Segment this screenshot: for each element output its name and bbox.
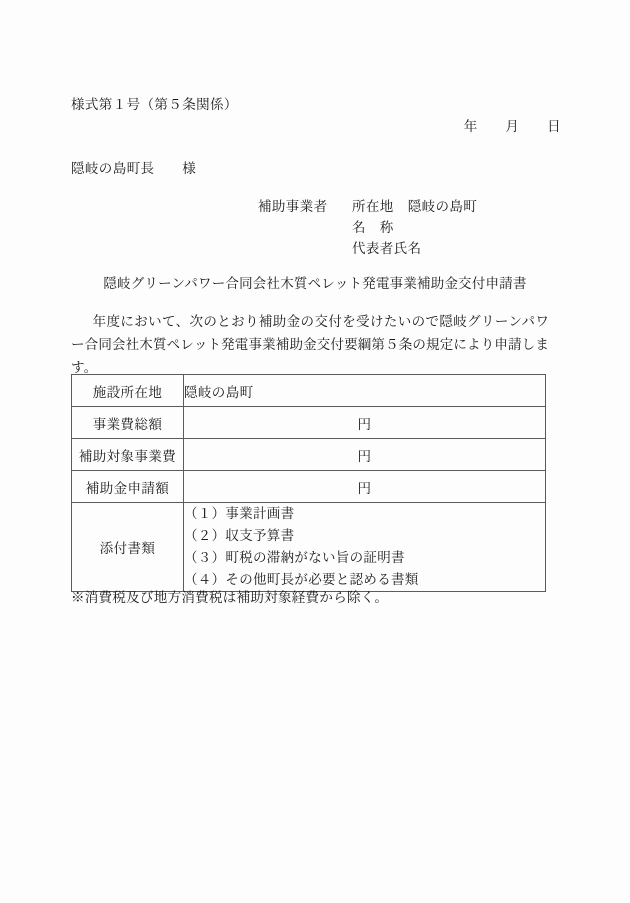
applicant-row — [258, 195, 477, 216]
applicant-row — [258, 237, 477, 258]
attachment-item: （４）その他町長が必要と認める書類 — [184, 572, 419, 587]
attachment-item: （１）事業計画書 — [184, 506, 295, 521]
applicant-row — [258, 216, 477, 237]
attachment-item: （２）収支予算書 — [184, 528, 295, 543]
row-value-requested-amount: 円 — [184, 471, 546, 503]
row-label-total-project-cost: 事業費総額 — [72, 407, 184, 439]
row-label-subsidized-cost: 補助対象事業費 — [72, 439, 184, 471]
table-row — [72, 471, 546, 503]
row-value-subsidized-cost: 円 — [184, 439, 546, 471]
table-row-attachments — [72, 503, 546, 592]
date-line: 年 月 日 — [463, 119, 561, 134]
form-number: 様式第１号（第５条関係） — [71, 97, 238, 112]
row-value-facility-location: 隠岐の島町 — [184, 375, 546, 407]
row-label-requested-amount: 補助金申請額 — [72, 471, 184, 503]
table-row — [72, 407, 546, 439]
attachment-item: （３）町税の滞納がない旨の証明書 — [184, 550, 405, 565]
row-value-total-project-cost: 円 — [184, 407, 546, 439]
document-title: 隠岐グリーンパワー合同会社木質ペレット発電事業補助金交付申請書 — [103, 276, 527, 291]
application-table — [71, 374, 546, 592]
addressee-line: 隠岐の島町長 様 — [71, 161, 197, 176]
footnote: ※消費税及び地方消費税は補助対象経費から除く。 — [71, 590, 389, 605]
applicant-address-label: 所在地 — [352, 199, 394, 214]
table-row — [72, 375, 546, 407]
row-label-facility-location: 施設所在地 — [72, 375, 184, 407]
row-label-attachments: 添付書類 — [72, 503, 184, 592]
applicant-heading: 補助事業者 — [258, 199, 328, 214]
applicant-representative-label: 代表者氏名 — [352, 241, 422, 256]
applicant-block — [258, 195, 477, 258]
applicant-name-label: 名 称 — [352, 220, 394, 235]
table-row — [72, 439, 546, 471]
body-paragraph: 年度において、次のとおり補助金の交付を受けたいので隠岐グリーンパワー合同会社木質ペレット発電事業補助金交付要綱第５条の規定により申請します。 — [71, 314, 549, 375]
row-value-attachments — [184, 503, 546, 592]
applicant-address-value: 隠岐の島町 — [407, 199, 478, 214]
